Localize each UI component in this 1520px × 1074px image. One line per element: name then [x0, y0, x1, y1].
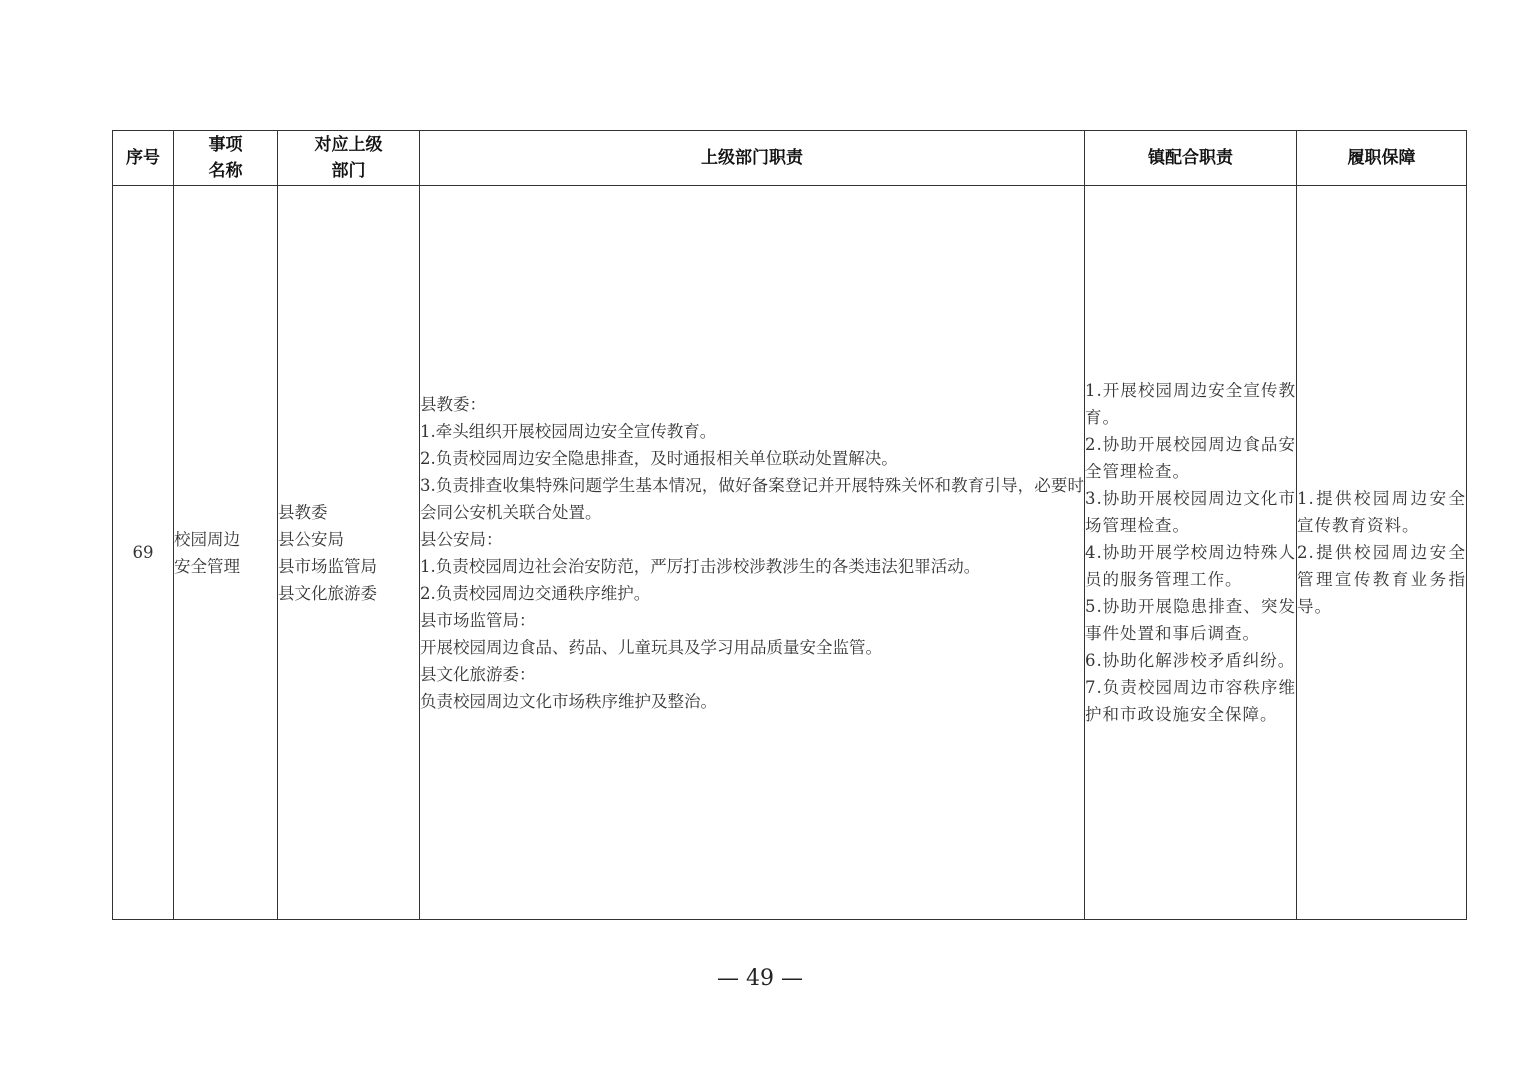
duty-line: 1.牵头组织开展校园周边安全宣传教育。	[420, 421, 717, 441]
duty-table	[112, 130, 1467, 920]
header-no: 序号	[113, 131, 174, 186]
header-row	[113, 131, 1467, 186]
cell-no: 69	[113, 186, 174, 920]
header-town-duty: 镇配合职责	[1085, 131, 1297, 186]
cell-guarantee	[1297, 186, 1467, 920]
cell-superior-duty	[420, 186, 1085, 920]
table-row	[113, 186, 1467, 920]
duty-line: 开展校园周边食品、药品、儿童玩具及学习用品质量安全监管。	[420, 637, 882, 657]
page-number: — 49 —	[717, 966, 803, 991]
duty-line: 3.负责排查收集特殊问题学生基本情况，做好备案登记并开展特殊关怀和教育引导，必要时会同公安机关联合处置。	[420, 475, 1084, 522]
duty-line: 县市场监管局：	[420, 610, 536, 630]
guarantee-item: 2.提供校园周边安全管理宣传教育业务指导。	[1297, 543, 1466, 616]
town-duty-item: 6.协助化解涉校矛盾纠纷。	[1085, 651, 1296, 670]
duty-line: 县公安局：	[420, 529, 503, 549]
header-superior-dept: 对应上级 部门	[278, 131, 420, 186]
header-guarantee: 履职保障	[1297, 131, 1467, 186]
duty-line: 2.负责校园周边安全隐患排查，及时通报相关单位联动处置解决。	[420, 448, 898, 468]
duty-line: 县教委：	[420, 394, 486, 414]
town-duty-item: 4.协助开展学校周边特殊人员的服务管理工作。	[1085, 543, 1296, 589]
guarantee-item: 1.提供校园周边安全宣传教育资料。	[1297, 489, 1466, 535]
town-duty-item: 7.负责校园周边市容秩序维护和市政设施安全保障。	[1085, 678, 1296, 724]
duty-line: 2.负责校园周边交通秩序维护。	[420, 583, 651, 603]
cell-item-name: 校园周边 安全管理	[174, 186, 278, 920]
header-superior-duty: 上级部门职责	[420, 131, 1085, 186]
cell-town-duty	[1085, 186, 1297, 920]
header-item-name: 事项 名称	[174, 131, 278, 186]
town-duty-item: 1.开展校园周边安全宣传教育。	[1085, 381, 1296, 427]
town-duty-item: 2.协助开展校园周边食品安全管理检查。	[1085, 435, 1296, 481]
duty-line: 县文化旅游委：	[420, 664, 536, 684]
duty-line: 1.负责校园周边社会治安防范，严厉打击涉校涉教涉生的各类违法犯罪活动。	[420, 556, 981, 576]
duty-line: 负责校园周边文化市场秩序维护及整治。	[420, 691, 717, 711]
town-duty-item: 5.协助开展隐患排查、突发事件处置和事后调查。	[1085, 597, 1296, 643]
cell-superior-dept: 县教委 县公安局 县市场监管局 县文化旅游委	[278, 186, 420, 920]
town-duty-item: 3.协助开展校园周边文化市场管理检查。	[1085, 489, 1296, 535]
